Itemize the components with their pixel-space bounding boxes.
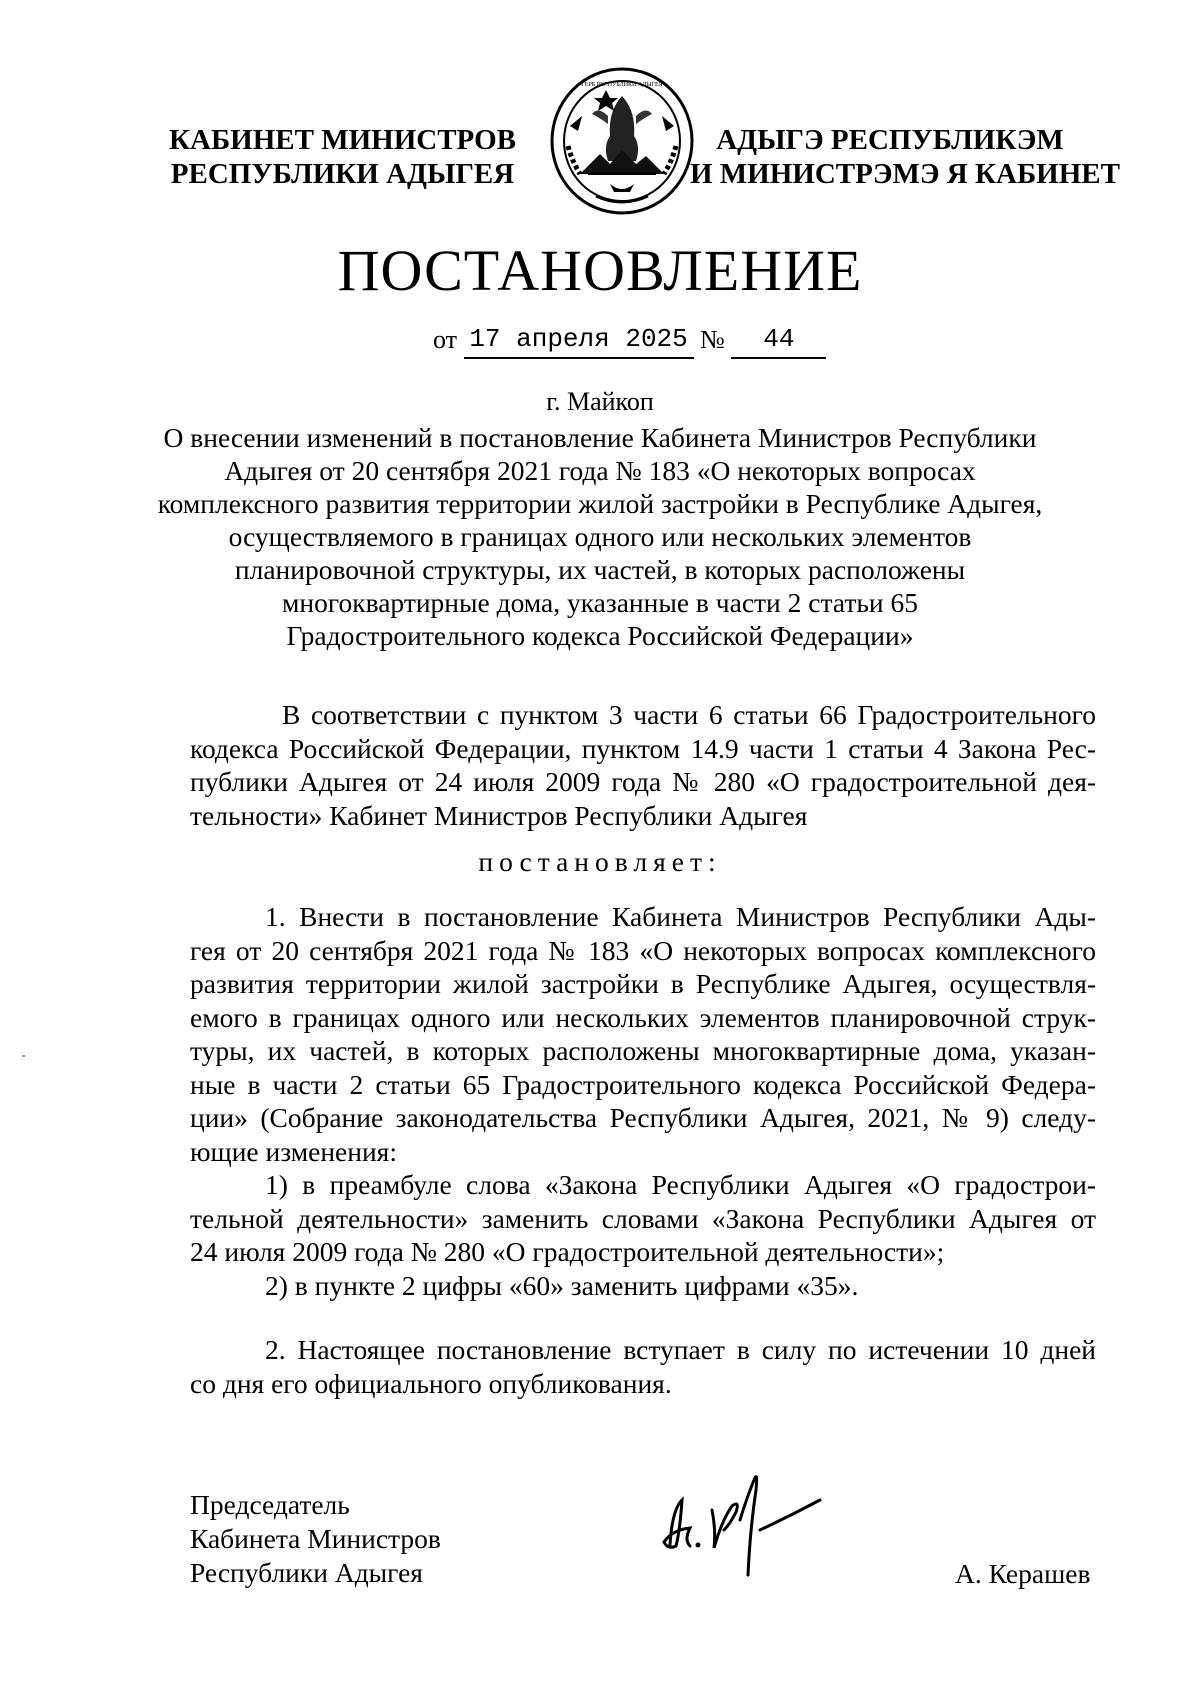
paragraph-line: ции» (Собрание законодательства Республики Адыгея, 2021, № 9) следу- — [190, 1102, 1096, 1133]
number-value: 44 — [731, 321, 826, 359]
paragraph-line: 2) в пункте 2 цифры «60» заменить цифрами «35». — [265, 1269, 859, 1301]
paragraph-line: В соответствии с пунктом 3 части 6 статьи 66 Градостроительного — [282, 699, 1096, 730]
signer-name: А. Керашев — [955, 1558, 1091, 1589]
document-subject — [150, 421, 1050, 652]
subject-line: планировочной структуры, их частей, в которых расположены — [234, 554, 966, 585]
paragraph-line: ные в части 2 статьи 65 Градостроительного кодекса Российской Федера- — [190, 1068, 1096, 1100]
subject-line: комплексного развития территории жилой застройки в Республике Адыгея, — [157, 488, 1043, 519]
item-2-paragraph — [190, 1333, 1096, 1400]
emblem-text: ГЕРБ РЕСПУБЛИКИ АДЫГЕЯ — [581, 82, 663, 88]
paragraph-line: гея от 20 сентября 2021 года № 183 «О некоторых вопросах комплексного — [190, 934, 1096, 966]
date-prefix: от — [433, 325, 458, 354]
header-right-line: АДЫГЭ РЕСПУБЛИКЭМ — [716, 124, 1064, 156]
position-line: Республики Адыгея — [190, 1557, 423, 1588]
subject-line: О внесении изменений в постановление Кабинета Министров Республики — [163, 422, 1037, 453]
date-value: 17 апреля 2025 — [464, 321, 694, 359]
header-right-line: И МИНИСТРЭМЭ Я КАБИНЕТ — [690, 158, 1120, 190]
header-left-org-name — [165, 123, 520, 191]
signatory-position — [190, 1488, 441, 1590]
date-number-line — [433, 322, 826, 361]
city: г. Майкоп — [546, 387, 654, 416]
paragraph-line: 1) в преамбуле слова «Закона Республики Адыгея «О градострои- — [265, 1169, 1096, 1200]
paragraph-line: со дня его официального опубликования. — [190, 1367, 672, 1399]
number-label: № — [700, 325, 725, 354]
preamble-paragraph — [190, 698, 1096, 832]
header-left-line: РЕСПУБЛИКИ АДЫГЕЯ — [170, 158, 515, 190]
subject-line: Адыгея от 20 сентября 2021 года № 183 «О некоторых вопросах — [224, 455, 976, 486]
position-line: Кабинета Министров — [190, 1523, 441, 1554]
subject-line: осуществляемого в границах одного или нескольких элементов — [228, 521, 972, 552]
paragraph-line: тельности» Кабинет Министров Республики Адыгея — [190, 799, 808, 831]
paragraph-line: 24 июля 2009 года № 280 «О градостроительной деятельности»; — [190, 1236, 945, 1267]
coat-of-arms-icon — [548, 66, 696, 216]
paragraph-line: кодекса Российской Федерации, пунктом 14.9 части 1 статьи 4 Закона Рес- — [190, 732, 1096, 764]
paragraph-line: 2. Настоящее постановление вступает в силу по истечении 10 дней — [265, 1334, 1096, 1365]
header-right-org-name — [690, 123, 1120, 191]
paragraph-line: туры, их частей, в которых расположены многоквартирные дома, указан- — [190, 1035, 1096, 1066]
scan-speck — [22, 1055, 25, 1057]
decree-word: постановляет: — [478, 846, 722, 877]
header-left-line: КАБИНЕТ МИНИСТРОВ — [169, 124, 516, 156]
position-line: Председатель — [190, 1489, 350, 1520]
document-title: ПОСТАНОВЛЕНИЕ — [337, 238, 863, 303]
paragraph-line: ющие изменения: — [190, 1135, 397, 1167]
paragraph-line: публики Адыгея от 24 июля 2009 года № 280 «О градостроительной дея- — [190, 766, 1096, 797]
handwritten-signature-icon — [650, 1450, 840, 1580]
subject-line: многоквартирные дома, указанные в части 2 статьи 65 — [282, 587, 918, 618]
paragraph-line: емого в границах одного или нескольких элементов планировочной струк- — [190, 1001, 1096, 1033]
subject-line: Градостроительного кодекса Российской Федерации» — [286, 620, 914, 651]
paragraph-line: 1. Внести в постановление Кабинета Министров Республики Ады- — [265, 901, 1096, 932]
paragraph-line: тельной деятельности» заменить словами «Закона Республики Адыгея от — [190, 1202, 1096, 1234]
paragraph-line: развития территории жилой застройки в Республике Адыгея, осуществля- — [190, 968, 1096, 999]
item-1-paragraph — [190, 900, 1096, 1302]
